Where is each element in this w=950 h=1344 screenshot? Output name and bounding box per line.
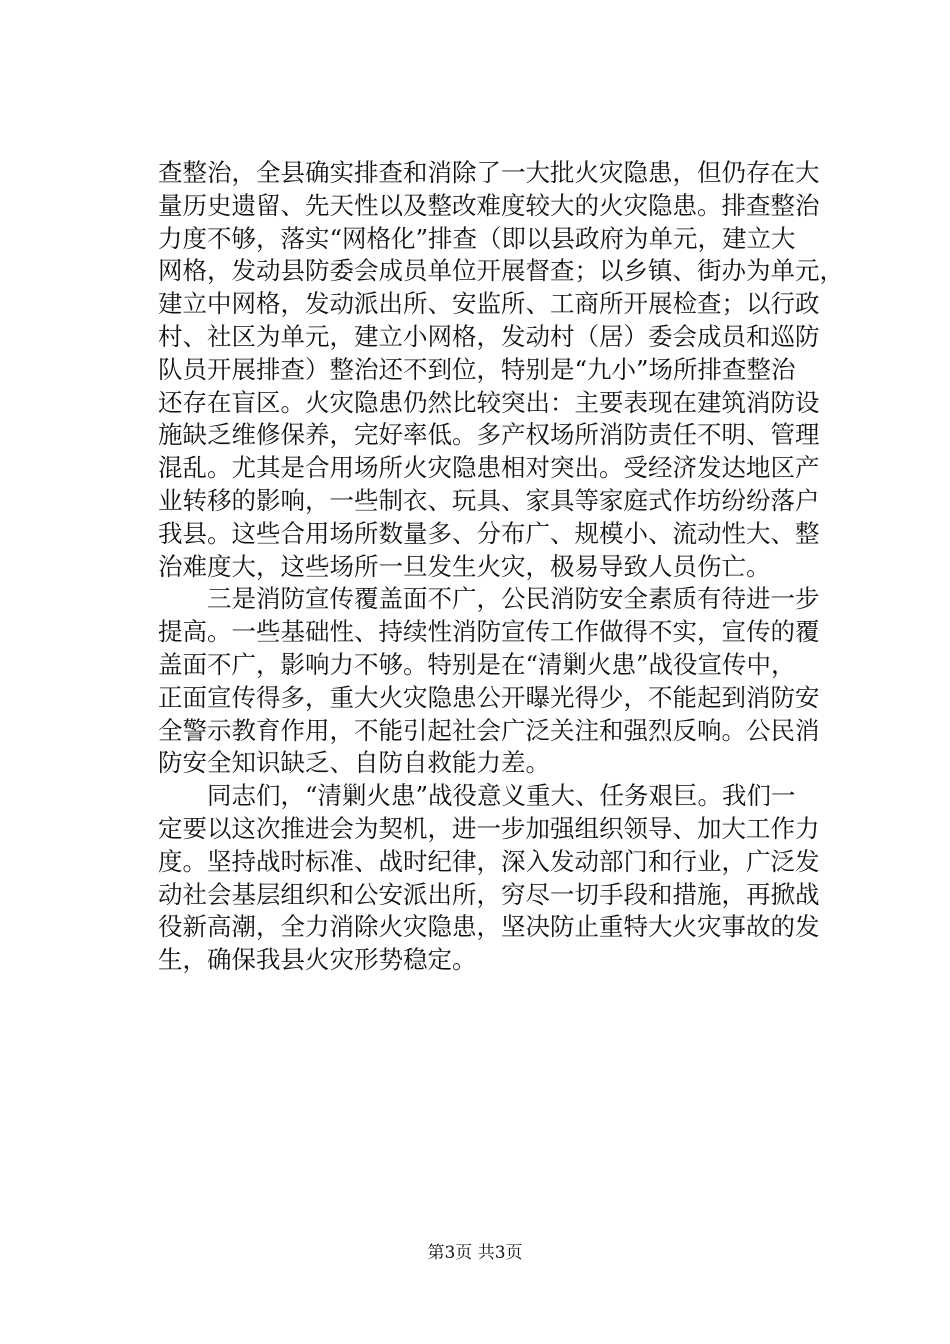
text-line: 治难度大，这些场所一旦发生火灾，极易导致人员伤亡。 [158,551,771,581]
text-line: 建立中网格，发动派出所、安监所、工商所开展检查；以行政 [158,289,820,319]
text-line: 村、社区为单元，建立小网格，发动村（居）委会成员和巡防 [158,321,820,351]
text-line: 防安全知识缺乏、自防自救能力差。 [158,748,550,778]
text-line: 提高。一些基础性、持续性消防宣传工作做得不实，宣传的覆 [158,617,820,647]
text-line: 盖面不广，影响力不够。特别是在“清剿火患”战役宣传中， [158,649,796,679]
text-line: 动社会基层组织和公安派出所，穷尽一切手段和措施，再掀战 [158,879,820,909]
text-line: 混乱。尤其是合用场所火灾隐患相对突出。受经济发达地区产 [158,453,820,483]
text-line: 队员开展排查）整治还不到位，特别是“九小”场所排查整治 [158,354,796,384]
text-line: 查整治，全县确实排查和消除了一大批火灾隐患，但仍存在大 [158,158,820,187]
text-line: 力度不够，落实“网格化”排查（即以县政府为单元，建立大 [158,223,796,253]
text-line: 施缺乏维修保养，完好率低。多产权场所消防责任不明、管理 [158,420,820,450]
text-line: 业转移的影响，一些制衣、玩具、家具等家庭式作坊纷纷落户 [158,485,820,515]
text-line: 度。坚持战时标准、战时纪律，深入发动部门和行业，广泛发 [158,846,820,876]
text-line: 还存在盲区。火灾隐患仍然比较突出：主要表现在建筑消防设 [158,387,820,417]
text-line: 我县。这些合用场所数量多、分布广、规模小、流动性大、整 [158,518,820,548]
text-line: 量历史遗留、先天性以及整改难度较大的火灾隐患。排查整治 [158,190,820,220]
page-number-footer: 第3页 共3页 [427,1243,523,1263]
text-line: 三是消防宣传覆盖面不广，公民消防安全素质有待进一步 [158,584,820,614]
text-line: 网格，发动县防委会成员单位开展督查；以乡镇、街办为单元， [158,256,844,286]
text-line: 定要以这次推进会为契机，进一步加强组织领导、加大工作力 [158,813,820,843]
text-line: 正面宣传得多，重大火灾隐患公开曝光得少，不能起到消防安 [158,682,820,712]
text-line: 生，确保我县火灾形势稳定。 [158,945,477,975]
text-line: 同志们，“清剿火患”战役意义重大、任务艰巨。我们一 [158,781,796,811]
text-line: 全警示教育作用，不能引起社会广泛关注和强烈反响。公民消 [158,715,820,745]
body-text [158,157,844,977]
text-line: 役新高潮，全力消除火灾隐患，坚决防止重特大火灾事故的发 [158,912,820,942]
